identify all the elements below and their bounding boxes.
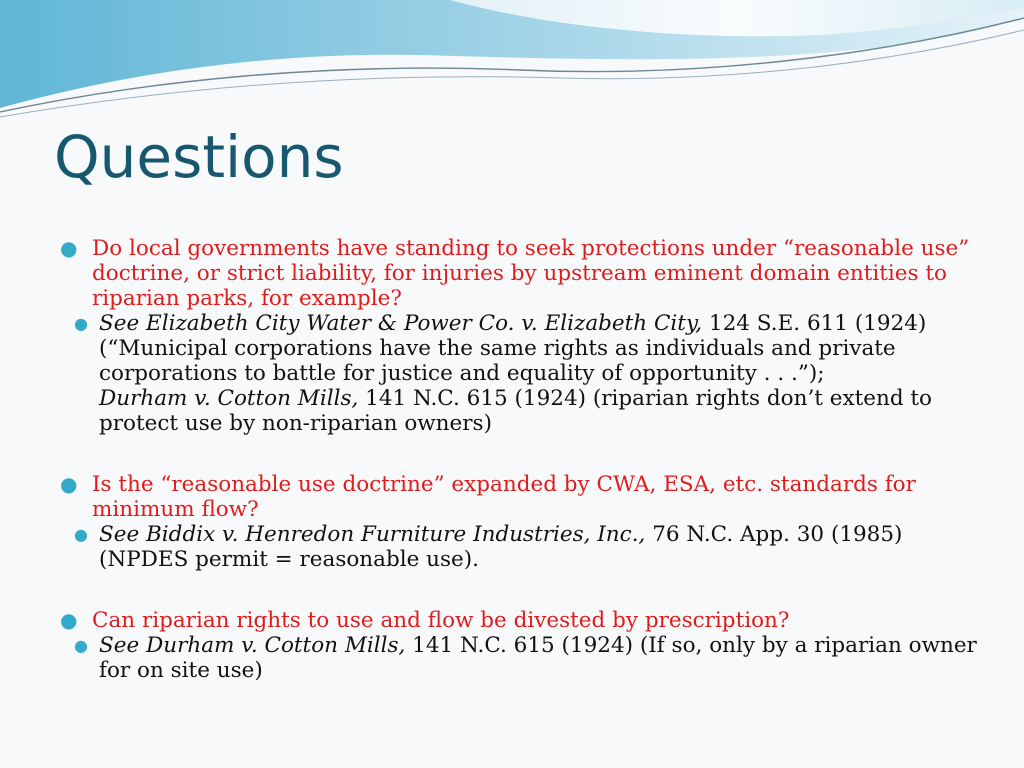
- page-title: Questions: [54, 123, 344, 191]
- citation-2: [58, 522, 978, 572]
- bullet-icon: ●: [74, 636, 88, 655]
- question-text: Is the “reasonable use doctrine” expanded by CWA, ESA, etc. standards for minimum flow?: [92, 472, 916, 522]
- question-3: [58, 608, 978, 633]
- citation-3: [58, 633, 978, 683]
- question-text: Do local governments have standing to seek protections under “reasonable use” doctrine, or strict liability, for injuries by upstream eminent domain entities to riparian parks, for example?: [92, 236, 970, 311]
- case-name: Durham v. Cotton Mills,: [99, 386, 359, 411]
- bullet-icon: ●: [60, 236, 78, 260]
- citation-text: 76 N.C. App. 30 (1985) (NPDES permit = reasonable use).: [99, 522, 903, 572]
- bullet-icon: ●: [74, 314, 88, 333]
- bullet-icon: ●: [74, 525, 88, 544]
- citation-text: 141 N.C. 615 (1924) (If so, only by a riparian owner for on site use): [99, 633, 977, 683]
- case-name: See Biddix v. Henredon Furniture Industries, Inc.,: [99, 522, 646, 547]
- bullet-icon: ●: [60, 472, 78, 496]
- case-name: See Elizabeth City Water & Power Co. v. Elizabeth City,: [99, 311, 703, 336]
- question-2: [58, 472, 978, 522]
- header-wave-banner: [0, 0, 1024, 130]
- citation-1: [58, 311, 978, 436]
- question-text: Can riparian rights to use and flow be divested by prescription?: [92, 608, 790, 633]
- bullet-icon: ●: [60, 608, 78, 632]
- case-name: See Durham v. Cotton Mills,: [99, 633, 406, 658]
- citation-text: 141 N.C. 615 (1924) (riparian rights don’t extend to protect use by non-riparian owners): [99, 386, 933, 436]
- question-1: [58, 236, 978, 311]
- questions-list: [58, 236, 978, 683]
- citation-text: 124 S.E. 611 (1924) (“Municipal corporations have the same rights as individuals and private corporations to battle for justice and equality of opportunity . . .”);: [99, 311, 927, 386]
